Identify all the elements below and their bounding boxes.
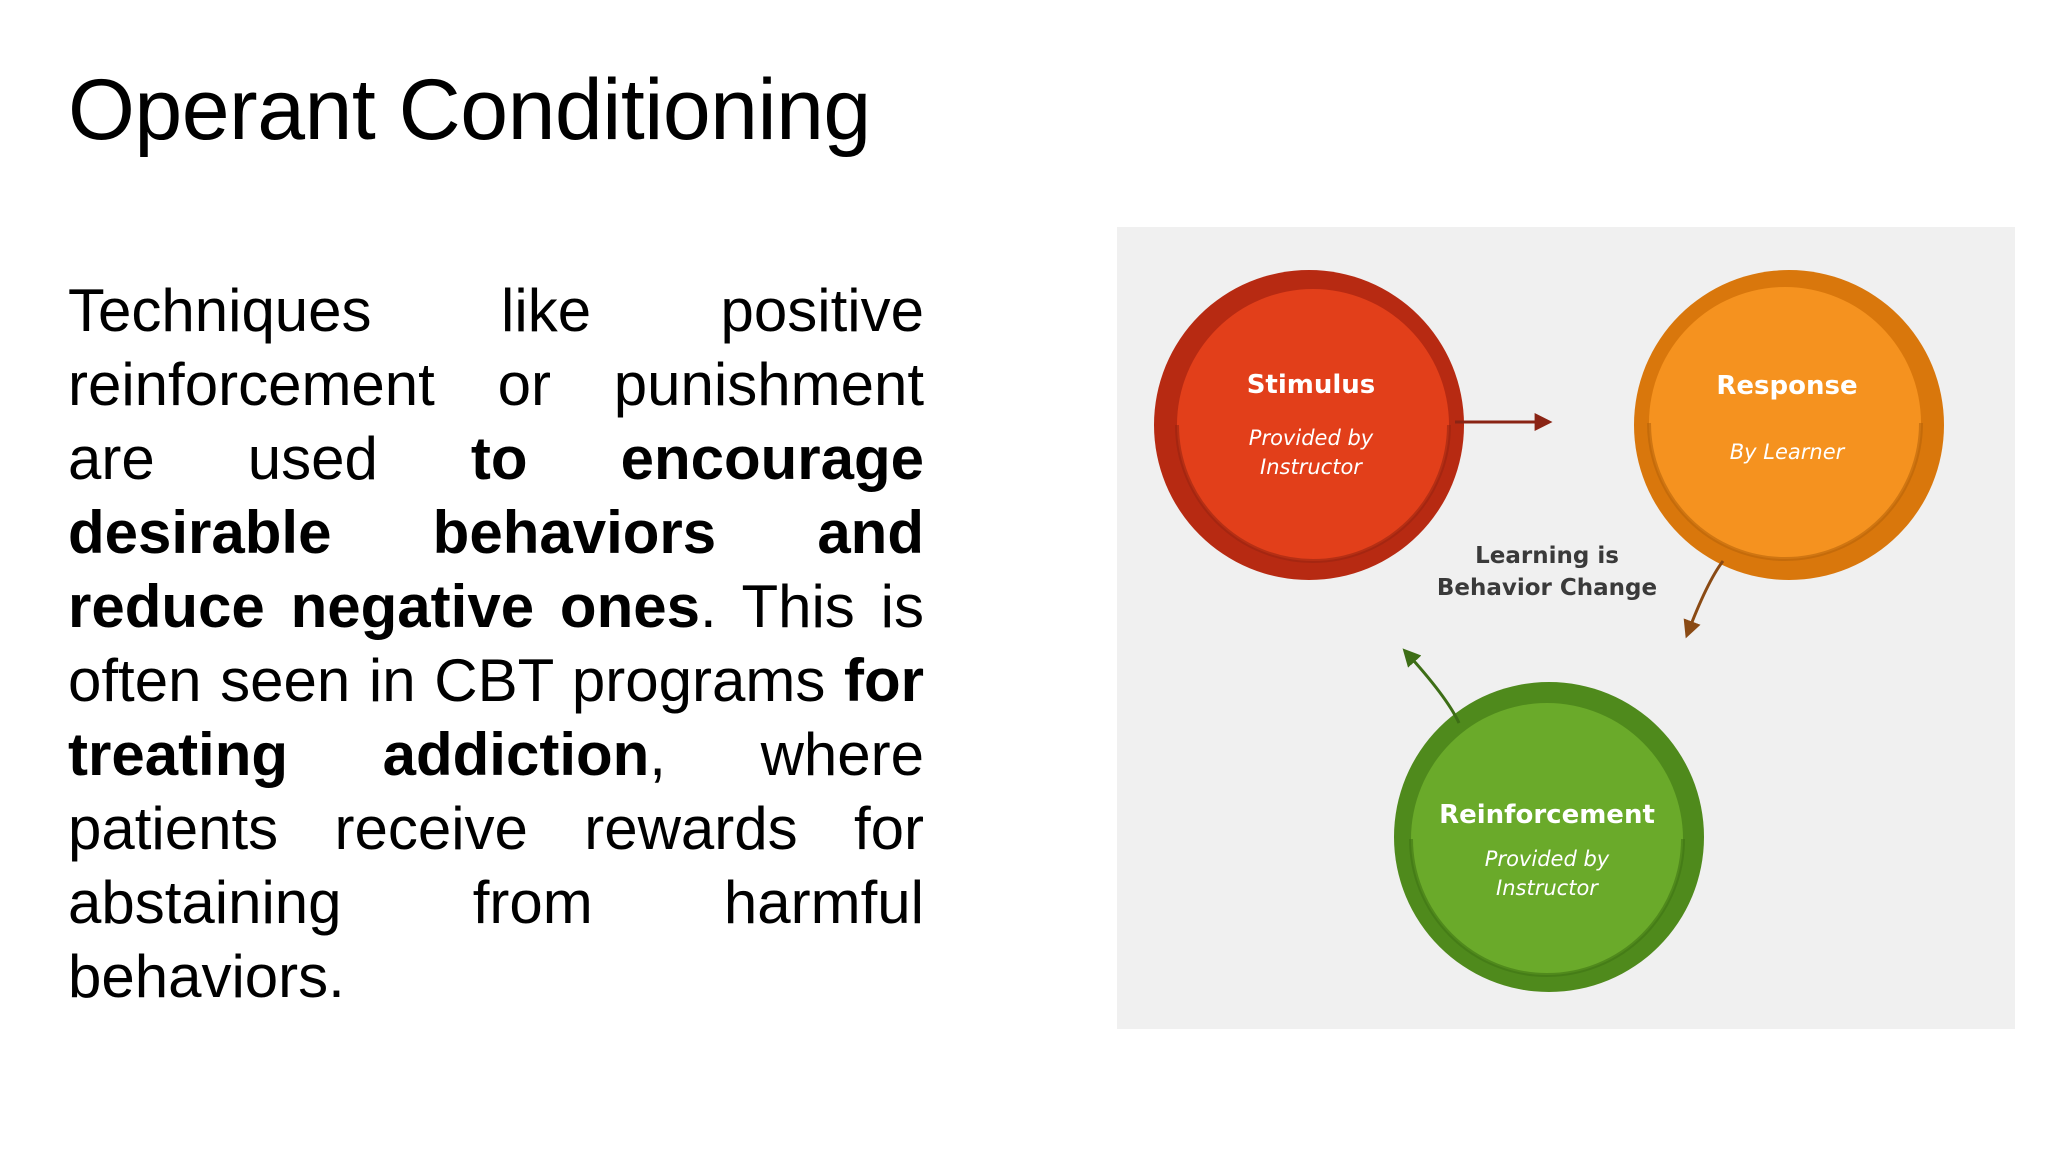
- body-bold-1: to encourage desirable behaviors and reduce negative ones: [68, 425, 924, 640]
- stimulus-node: [1154, 270, 1464, 580]
- cycle-diagram-svg: [1117, 227, 2015, 1029]
- center-label-line-2: Behavior Change: [1436, 575, 1658, 601]
- response-to-reinforcement-arrow: [1687, 561, 1723, 635]
- response-node: [1634, 270, 1944, 580]
- body-bold-2: for treating addiction: [68, 647, 924, 788]
- response-label: Response: [1716, 371, 1858, 401]
- body-text-2: . This is often seen in CBT programs: [68, 573, 924, 714]
- reinforcement-sub-1: Provided by: [1484, 847, 1610, 871]
- stimulus-sub-2: Instructor: [1260, 455, 1362, 479]
- body-text-1: Techniques like positive reinforcement or punishment are used: [68, 277, 924, 492]
- center-label-line-1: Learning is: [1475, 543, 1619, 569]
- stimulus-sub-1: Provided by: [1248, 426, 1374, 450]
- reinforcement-to-stimulus-arrow: [1405, 651, 1459, 723]
- response-sub-1: By Learner: [1729, 440, 1845, 464]
- reinforcement-label: Reinforcement: [1439, 800, 1655, 830]
- slide-title: Operant Conditioning: [68, 62, 871, 158]
- stimulus-label: Stimulus: [1246, 370, 1376, 400]
- reinforcement-node: [1394, 682, 1704, 992]
- body-text-3: , where patients receive rewards for abstaining from harmful behaviors.: [68, 721, 924, 1010]
- operant-conditioning-diagram: [1117, 227, 2015, 1029]
- body-paragraph: [68, 274, 924, 1014]
- reinforcement-sub-2: Instructor: [1496, 876, 1598, 900]
